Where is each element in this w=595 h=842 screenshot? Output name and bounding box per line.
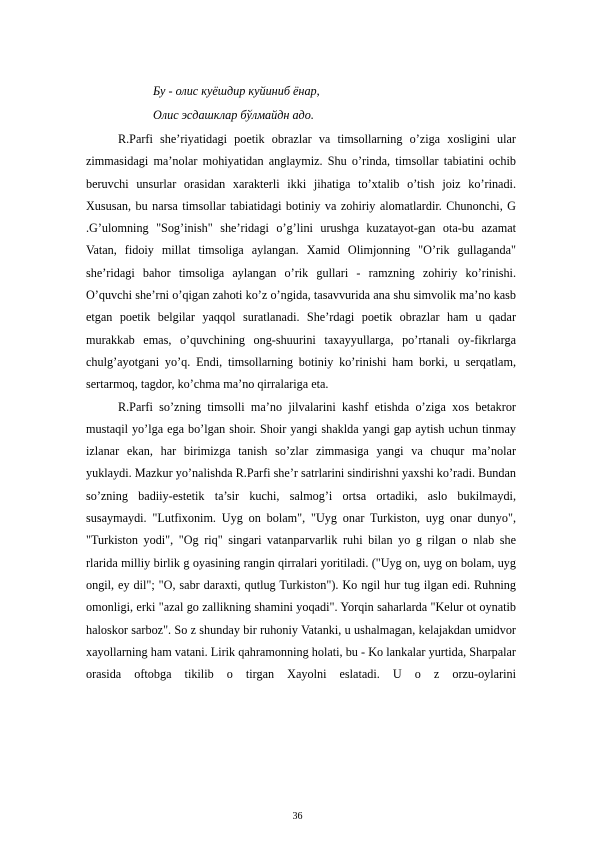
verse-line-2: Олис эсдашклар бўлмайдн адо. [153,108,314,122]
paragraph-2: R.Parfi so’zning timsolli ma’no jilvalarini kashf etishda o’ziga xos betakror mustaqil yo’lga ega bo’lgan shoir. Shoir yangi shaklda yangi gap aytish uchun tinmay izlanar ekan, har birimizga tanish so’zlar zimmasiga yangi va chuqur ma’nolar yuklaydi. Mazkur yo’nalishda R.Parfi she’r satrlarini sindirishni yaxshi ko’radi. Bundan so’zning badiiy-estetik ta’sir kuchi, salmog’i ortsa ortadiki, aslo bukilmaydi, susaymaydi. "Lutfixonim. Uyg on bolam", "Uyg onar Turkiston, uyg onar dunyo", "Turkiston yodi", "Og riq" singari vatanparvarlik ruhi bilan yo g rilgan o nlab she rlarida milliy birlik g oyasining rangin qirralari yoritiladi. ("Uyg on, uyg on bolam, uyg ongil, ey dil"; "O, sabr daraxti, qutlug Turkiston"). Ko ngil hur tug ilgan edi. Ruhning omonligi, erki "azal go zallikning shamini yoqadi". Yorqin saharlarda "Kelur ot oynatib haloskor sarboz". So z shunday bir ruhoniy Vatanki, u ushalmagan, kelajakdan umidvor xayollarning ham vatani. Lirik qahramonning holati, bu - Ko lankalar yurtida, Sharpalar orasida oftobga tikilib o tirgan Xayolni eslatadi. U o z orzu-oylarini [86,399,516,682]
paragraph-1: R.Parfi she’riyatidagi poetik obrazlar va timsollarning o’ziga xosligini ular zimmasidagi ma’nolar mohiyatidan anglaymiz. Shu o’rinda, timsollar tabiatini ochib beruvchi unsurlar orasidan xarakterli ikki jihatiga to’xtalib o’tish joiz ko’rinadi. Xususan, bu narsa timsollar tabiatidagi botiniy va zohiriy alomatlardir. Chunonchi, G .G’ulomning "Sog’inish" she’ridagi o’g’lini urushga kuzatayot-gan ota-bu azamat Vatan, fidoiy millat timsoliga aylangan. Xamid Olimjonning "O’rik gullaganda" she’ridagi bahor timsoliga aylangan o’rik gullari - ramzning zohiriy ko’rinishi. O’quvchi she’rni o’qigan zahoti ko’z o’ngida, tasavvurida ana shu simvolik ma’no kasb etgan poetik belgilar yaqqol suratlanadi. She’rdagi poetik obrazlar ham u qadar murakkab emas, o’quvchining ong-shuurini taxayyullarga, po’rtanali oy-fikrlarga chulg’ayotgani yo’q. Endi, timsollarning botiniy ko’rinishi ham borki, u serqatlam, sertarmoq, tagdor, ko’chma ma’no qirralariga eta. [86,132,516,392]
page-number: 36 [292,811,303,822]
verse-line-1: Бу - олис куёшдир куйиниб ёнар, [153,84,320,98]
body-text [86,128,516,685]
